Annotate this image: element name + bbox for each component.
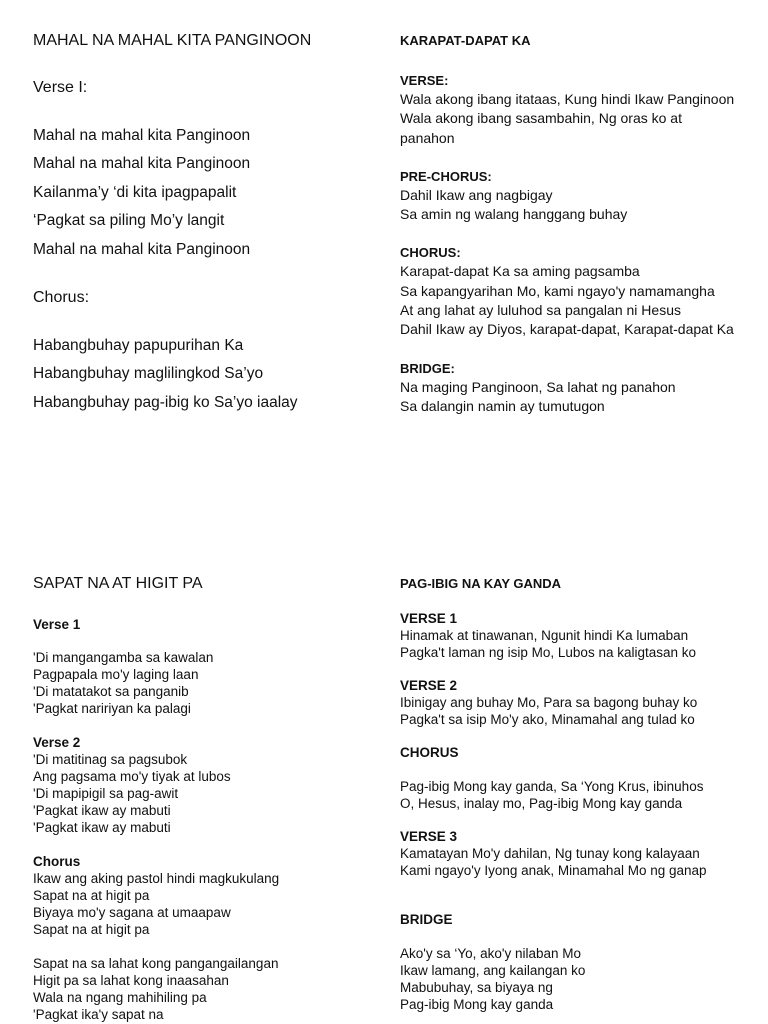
verse1-lines <box>33 649 373 717</box>
chorus-label: CHORUS: <box>400 245 461 261</box>
lyric-line: Ibinigay ang buhay Mo, Para sa bagong buhay ko <box>400 695 698 710</box>
lyric-line: Na maging Panginoon, Sa lahat ng panahon <box>400 378 676 395</box>
verse-lines <box>33 122 373 264</box>
lyric-line: Sa dalangin namin ay tumutugon <box>400 397 605 414</box>
verse1-label: Verse 1 <box>33 617 81 632</box>
lyric-line: Habangbuhay papupurihan Ka <box>33 337 244 355</box>
lyric-line: 'Di mangangamba sa kawalan <box>33 650 214 665</box>
verse1-label: VERSE 1 <box>400 611 458 626</box>
lyric-line: Biyaya mo'y sagana at umaapaw <box>33 905 231 920</box>
lyric-line: Pagpapala mo'y laging laan <box>33 667 199 682</box>
song-title: KARAPAT-DAPAT KA <box>400 33 531 48</box>
lyric-line: Ako'y sa ‘Yo, ako'y nilaban Mo <box>400 946 582 961</box>
lyric-line: O, Hesus, inalay mo, Pag-ibig Mong kay ganda <box>400 796 683 811</box>
lyric-line: 'Pagkat ikaw ay mabuti <box>33 820 171 835</box>
lyric-line: Wala akong ibang sasambahin, Ng oras ko at panahon <box>400 110 682 146</box>
song-title: SAPAT NA AT HIGIT PA <box>33 575 203 592</box>
lyric-line: Kamatayan Mo'y dahilan, Ng tunay kong kalayaan <box>400 846 700 861</box>
bridge-label: BRIDGE <box>400 912 453 927</box>
chorus-part-2 <box>33 955 373 1023</box>
chorus-lines <box>33 332 373 417</box>
lyric-line: 'Pagkat ika'y sapat na <box>33 1007 164 1022</box>
lyric-line: Kami ngayo'y Iyong anak, Minamahal Mo ng ganap <box>400 863 707 878</box>
lyric-line: ‘Pagkat sa piling Mo’y langit <box>33 212 225 230</box>
lyric-line: Dahil Ikaw ay Diyos, karapat-dapat, Karapat-dapat Ka <box>400 321 734 338</box>
bridge-lines <box>400 945 760 1013</box>
lyric-line: Pagka't sa isip Mo'y ako, Minamahal ang tulad ko <box>400 712 695 727</box>
song-mahal-na-mahal <box>33 30 373 417</box>
lyric-line: Ikaw lamang, ang kailangan ko <box>400 963 586 978</box>
prechorus-label: PRE-CHORUS: <box>400 168 492 184</box>
lyric-line: Kailanma’y ‘di kita ipagpapalit <box>33 183 237 201</box>
lyric-line: Mabubuhay, sa biyaya ng <box>400 980 553 995</box>
lyric-line: 'Di matatakot sa panganib <box>33 684 189 699</box>
lyric-line: 'Di mapipigil sa pag-awit <box>33 786 179 801</box>
song-sapat-na-at-higit-pa <box>33 573 373 1023</box>
lyric-line: At ang lahat ay luluhod sa pangalan ni Hesus <box>400 302 681 319</box>
lyric-line: Sapat na at higit pa <box>33 888 150 903</box>
lyric-line: 'Di matitinag sa pagsubok <box>33 752 188 767</box>
lyric-line: Mahal na mahal kita Panginoon <box>33 240 251 258</box>
song-karapat-dapat-ka <box>400 32 740 416</box>
lyric-line: Hinamak at tinawanan, Ngunit hindi Ka lumaban <box>400 628 689 643</box>
lyric-line: 'Pagkat ikaw ay mabuti <box>33 803 171 818</box>
song-pag-ibig-na-kay-ganda <box>400 575 760 1013</box>
bridge-label: BRIDGE: <box>400 360 455 376</box>
verse-label: VERSE: <box>400 73 449 88</box>
lyric-line: Wala akong ibang itataas, Kung hindi Ikaw Panginoon <box>400 91 735 107</box>
lyric-line: Mahal na mahal kita Panginoon <box>33 127 251 144</box>
lyric-line: Habangbuhay maglilingkod Sa’yo <box>33 365 264 383</box>
song-title: MAHAL NA MAHAL KITA PANGINOON <box>33 32 312 49</box>
lyric-line: Sapat na sa lahat kong pangangailangan <box>33 956 279 971</box>
song-title: PAG-IBIG NA KAY GANDA <box>400 576 562 591</box>
verse3-label: VERSE 3 <box>400 829 458 844</box>
lyric-line: Wala na ngang mahihiling pa <box>33 990 207 1005</box>
lyric-line: Pagka't laman ng isip Mo, Lubos na kaligtasan ko <box>400 645 697 660</box>
lyric-line: Dahil Ikaw ang nagbigay <box>400 186 553 203</box>
lyric-line: Sapat na at higit pa <box>33 922 150 937</box>
chorus-label: CHORUS <box>400 745 459 760</box>
verse-label: Verse I: <box>33 79 88 96</box>
lyric-line: Sa kapangyarihan Mo, kami ngayo'y namamangha <box>400 282 715 299</box>
lyric-line: 'Pagkat naririyan ka palagi <box>33 701 191 716</box>
lyric-line: Mahal na mahal kita Panginoon <box>33 155 251 173</box>
lyric-line: Ang pagsama mo'y tiyak at lubos <box>33 769 231 784</box>
lyric-line: Pag-ibig Mong kay ganda <box>400 997 554 1012</box>
lyric-line: Habangbuhay pag-ibig ko Sa’yo iaalay <box>33 393 298 411</box>
chorus-label: Chorus: <box>33 289 90 307</box>
lyric-line: Pag-ibig Mong kay ganda, Sa ‘Yong Krus, ibinuhos <box>400 779 704 794</box>
chorus-lines <box>400 778 760 812</box>
lyric-line: Sa amin ng walang hanggang buhay <box>400 206 628 223</box>
lyric-line: Karapat-dapat Ka sa aming pagsamba <box>400 263 640 280</box>
lyric-line: Higit pa sa lahat kong inaasahan <box>33 973 229 988</box>
verse2-label: VERSE 2 <box>400 678 458 693</box>
verse2-label: Verse 2 <box>33 735 81 750</box>
lyric-line: Ikaw ang aking pastol hindi magkukulang <box>33 871 280 886</box>
chorus-label: Chorus <box>33 854 81 869</box>
